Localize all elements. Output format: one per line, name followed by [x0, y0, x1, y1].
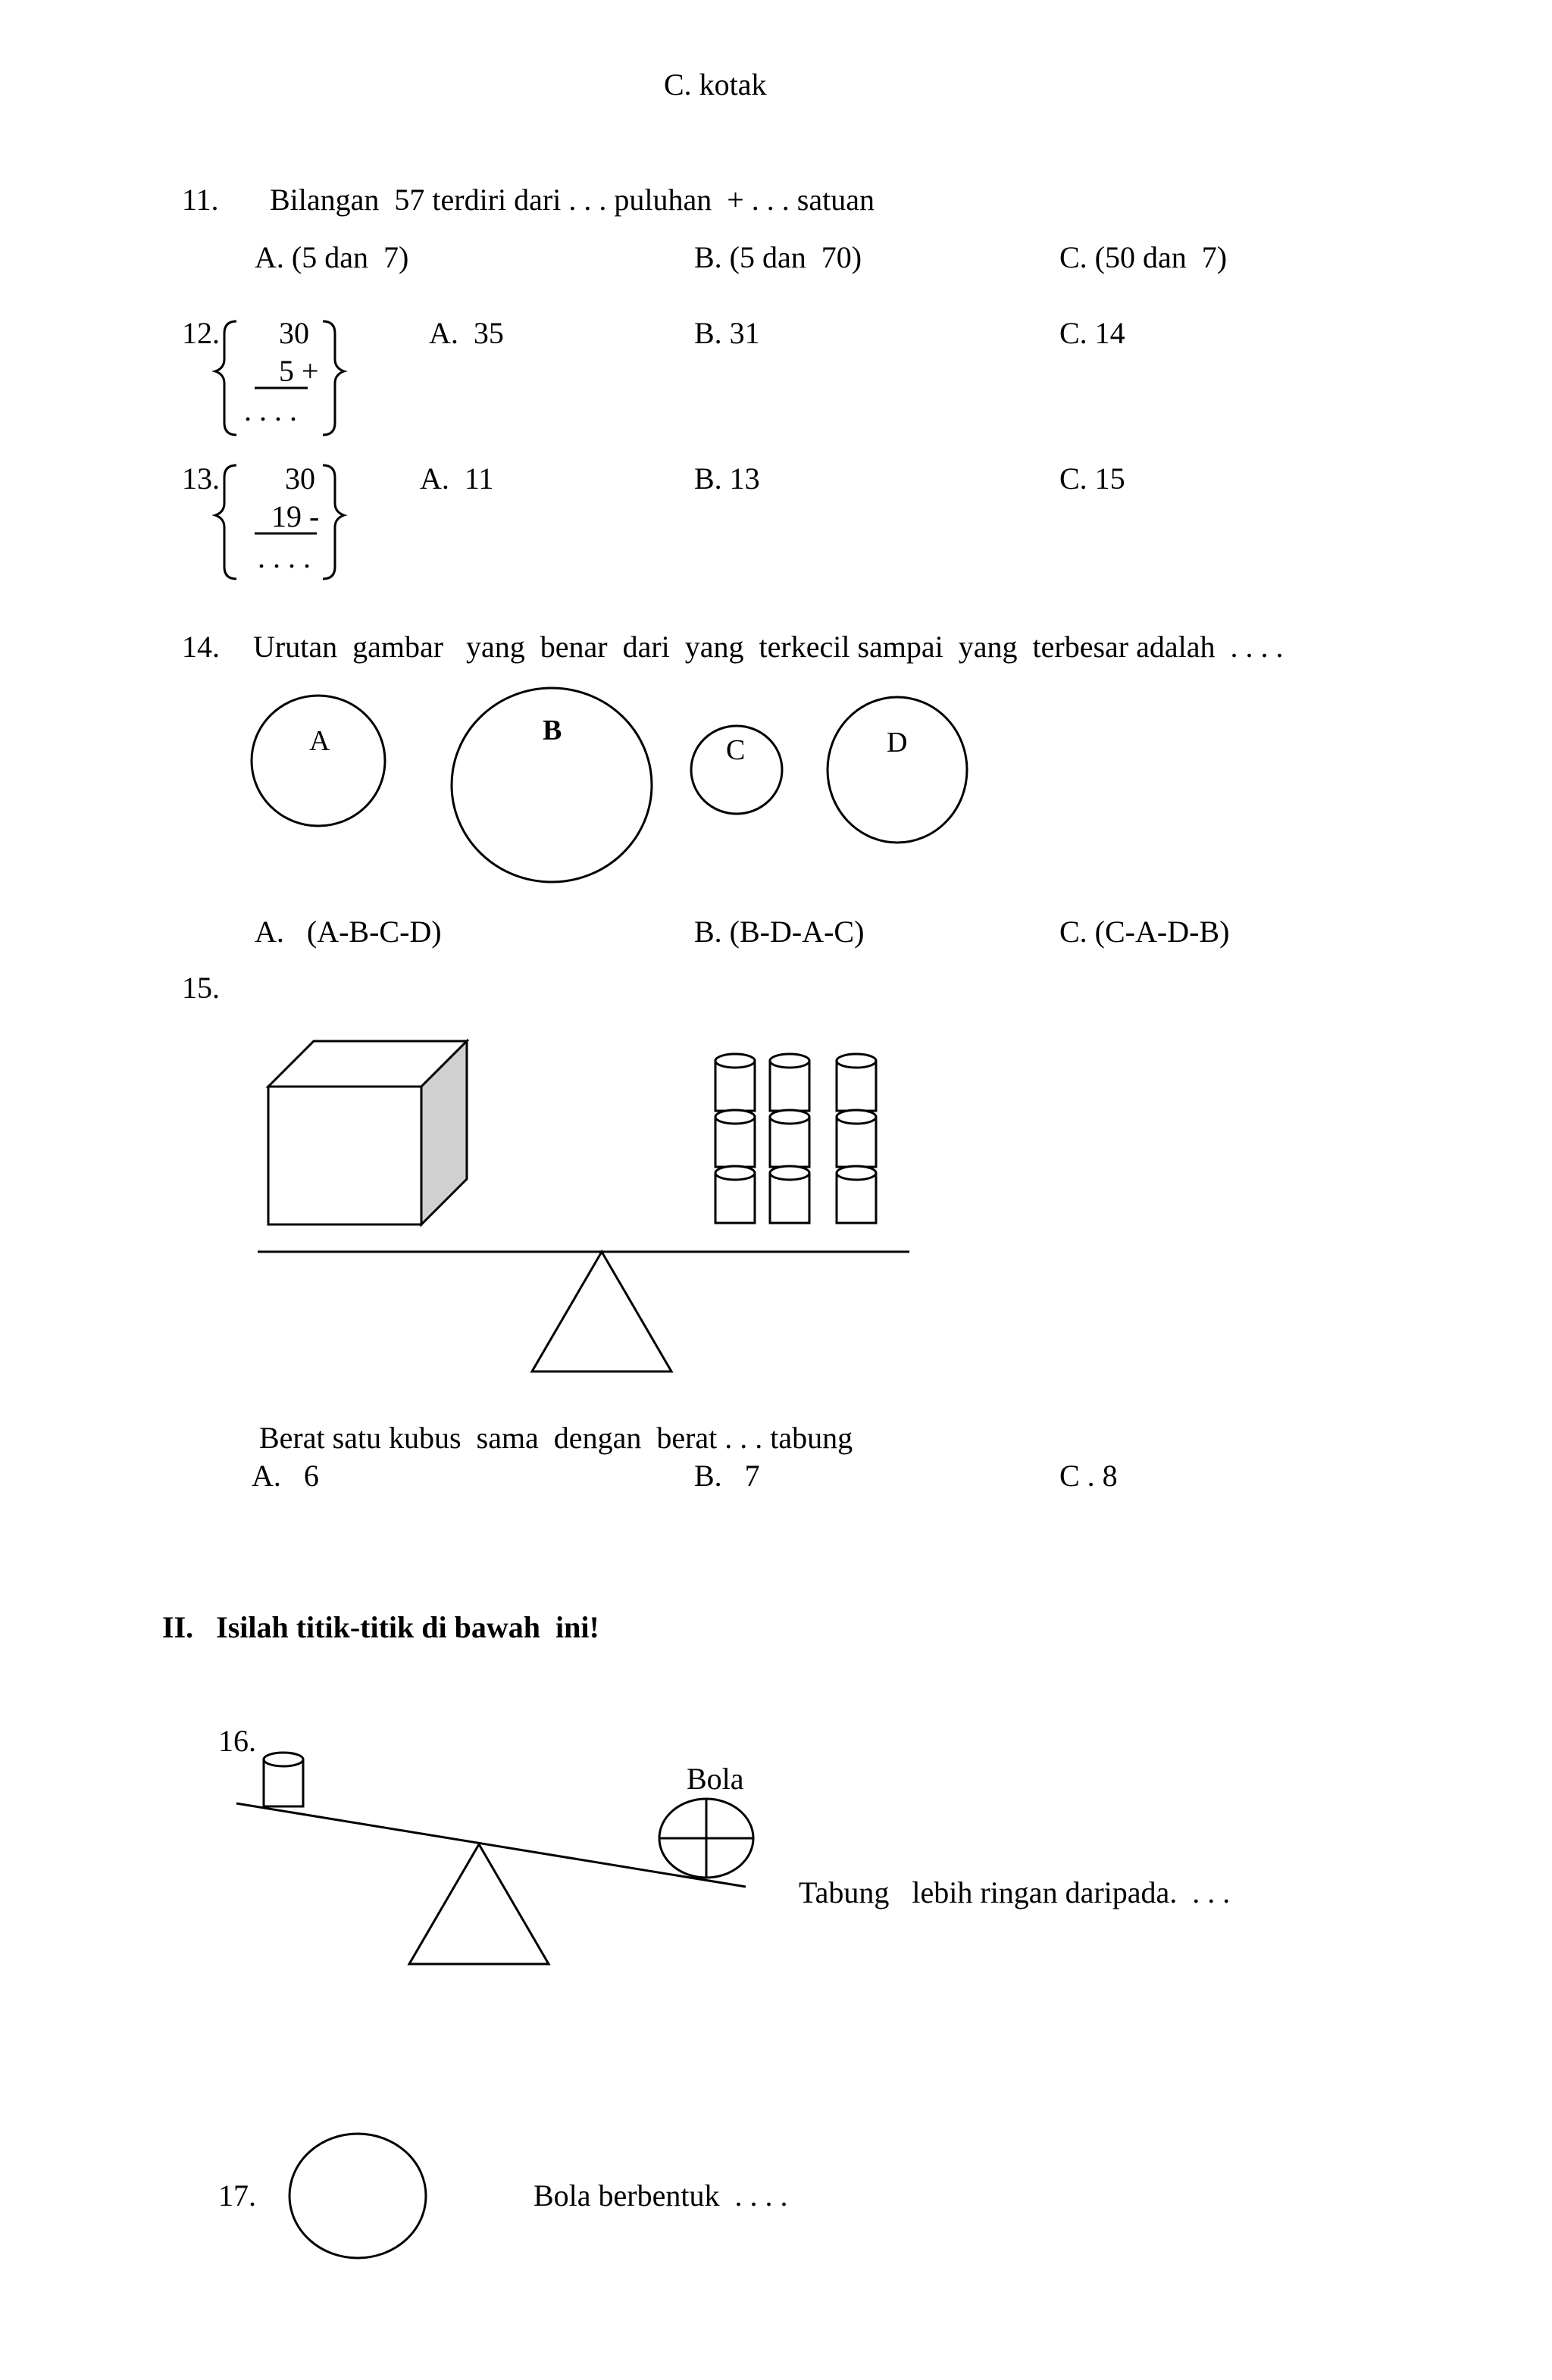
q17-ball [289, 2134, 426, 2258]
q15-seesaw-fulcrum [532, 1252, 671, 1371]
q12-option-b: B. 31 [694, 316, 760, 350]
q12-right-brace [323, 321, 344, 435]
q14-label-a: A [309, 725, 330, 757]
q12-top-number: 30 [279, 316, 309, 350]
q15-option-b: B. 7 [694, 1459, 760, 1493]
q17-number: 17. [218, 2178, 256, 2213]
q16-tube [264, 1753, 303, 1806]
q14-option-a: A. (A-B-C-D) [255, 915, 442, 949]
q14-circle-d [828, 697, 967, 843]
q15-cube-side [421, 1041, 467, 1224]
q12-result: . . . . [244, 393, 297, 427]
q16-seesaw-beam [236, 1803, 746, 1887]
q15-cube-front [268, 1087, 421, 1224]
q15-number: 15. [182, 971, 220, 1005]
q15-tube [715, 1054, 755, 1223]
q12-option-c: C. 14 [1059, 316, 1125, 350]
q13-right-brace [323, 465, 344, 579]
q13-option-c: C. 15 [1059, 461, 1125, 496]
q16-ball-label: Bola [687, 1762, 744, 1796]
q13-number: 13. [182, 461, 220, 496]
q14-circle-a [252, 696, 385, 826]
q12-bottom-number: 5 + [279, 354, 319, 388]
q16-text: Tabung lebih ringan daripada. . . . [799, 1875, 1231, 1909]
q14-label-b: B [543, 715, 562, 746]
q13-top-number: 30 [285, 461, 315, 496]
q15-text: Berat satu kubus sama dengan berat . . . tabung [259, 1421, 853, 1455]
q16-ball [659, 1799, 753, 1878]
q14-text: Urutan gambar yang benar dari yang terkecil sampai yang terbesar adalah . . . . [253, 630, 1284, 664]
q12-option-a: A. 35 [429, 316, 504, 350]
q12-number: 12. [182, 316, 220, 350]
q11-option-b: B. (5 dan 70) [694, 240, 862, 274]
q14-option-c: C. (C-A-D-B) [1059, 915, 1230, 949]
q11-option-a: A. (5 dan 7) [255, 240, 409, 274]
q14-label-d: D [887, 727, 908, 758]
q15-tube-stacks [715, 1054, 876, 1223]
q15-option-c: C . 8 [1059, 1459, 1118, 1493]
q13-option-a: A. 11 [420, 461, 494, 496]
section-2-title: II. Isilah titik-titik di bawah ini! [162, 1610, 599, 1644]
q11-number: 11. [182, 183, 219, 217]
q11-option-c: C. (50 dan 7) [1059, 240, 1228, 274]
q13-bottom-number: 19 - [271, 499, 320, 533]
q15-tube [837, 1054, 876, 1223]
q14-option-b: B. (B-D-A-C) [694, 915, 865, 949]
q12-left-brace [215, 321, 236, 435]
q16-seesaw-fulcrum [409, 1844, 549, 1964]
q15-tube [770, 1054, 809, 1223]
q15-option-a: A. 6 [252, 1459, 319, 1493]
q14-label-c: C [726, 734, 746, 766]
q17-text: Bola berbentuk . . . . [534, 2178, 788, 2213]
q11-text: Bilangan 57 terdiri dari . . . puluhan + . . . satuan [270, 183, 875, 217]
q16-number: 16. [218, 1724, 256, 1758]
q14-number: 14. [182, 630, 220, 664]
q13-result: . . . . [258, 540, 311, 574]
previous-option-text: C. kotak [664, 67, 767, 102]
q13-left-brace [215, 465, 236, 579]
q13-option-b: B. 13 [694, 461, 760, 496]
